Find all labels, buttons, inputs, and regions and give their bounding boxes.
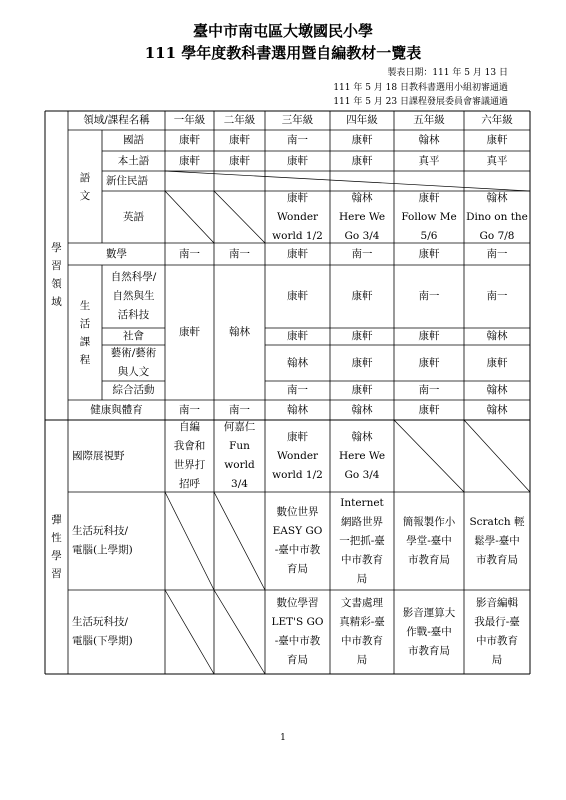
page-number: 1 xyxy=(280,733,286,743)
row-tech2-g5-text: 影音運算大 作戰-臺中 市教育局 xyxy=(402,606,456,657)
row-mandarin-g1-text: 康軒 xyxy=(179,134,200,146)
row-integrated-g4 xyxy=(330,381,394,400)
row-intl-name-text: 國際展視野 xyxy=(72,449,125,462)
row-life-g2-text: 翰林 xyxy=(229,326,250,338)
header-g6 xyxy=(464,111,530,130)
empty-cell-slash xyxy=(464,420,530,492)
row-arts-g6-text: 康軒 xyxy=(486,356,508,369)
header-g4-text: 四年級 xyxy=(346,114,378,126)
row-native-g3 xyxy=(265,151,330,171)
row-social-name-text: 社會 xyxy=(123,330,144,342)
row-intl-g4 xyxy=(330,420,394,492)
row-english-g4 xyxy=(330,191,394,243)
empty-cell-slash xyxy=(165,191,214,243)
header-g5-text: 五年級 xyxy=(413,114,445,126)
row-mandarin-g4-text: 康軒 xyxy=(351,134,373,146)
row-science-g5-text: 南一 xyxy=(418,290,440,302)
row-health-g3 xyxy=(265,400,330,420)
row-tech1-g3-text: 數位世界 EASY GO -臺中市教 育局 xyxy=(272,506,323,575)
empty-cell-slash xyxy=(165,590,214,674)
row-mandarin-g5-text: 翰林 xyxy=(418,134,440,146)
row-intl-g1 xyxy=(165,420,214,492)
row-english-g5 xyxy=(394,191,464,243)
row-arts-name-text: 藝術/藝術 與人文 xyxy=(110,347,157,378)
row-arts-g6 xyxy=(464,345,530,381)
empty-cell-slash xyxy=(214,590,265,674)
row-health-g4 xyxy=(330,400,394,420)
row-tech1-name xyxy=(68,492,165,590)
section-flexible-text: 彈 性 學 習 xyxy=(51,514,62,580)
row-integrated-name-text: 綜合活動 xyxy=(112,384,155,396)
row-math-g5 xyxy=(394,243,464,265)
row-native-g3-text: 康軒 xyxy=(287,154,308,167)
empty-cell-slash xyxy=(214,191,265,243)
row-intl-g3 xyxy=(265,420,330,492)
row-science-g4-text: 康軒 xyxy=(351,290,373,302)
row-english-g4-text: 翰林 Here We Go 3/4 xyxy=(338,191,386,242)
row-tech1-g5-text: 簡報製作小 學堂-臺中 市教育局 xyxy=(402,515,456,566)
row-tech2-g3 xyxy=(265,590,330,674)
row-mandarin-g2 xyxy=(214,130,265,151)
meta-review-2: 111 年 5 月 23 日課程發展委員會審議通過 xyxy=(333,97,508,107)
row-tech1-g6 xyxy=(464,492,530,590)
row-native-g2-text: 康軒 xyxy=(229,154,250,167)
header-field xyxy=(68,111,165,130)
header-g2 xyxy=(214,111,265,130)
group-language-text: 語 文 xyxy=(79,171,91,202)
row-intl-g1-text: 自編 我會和 世界打 招呼 xyxy=(173,421,206,490)
row-social-g4-text: 康軒 xyxy=(351,330,373,342)
header-field-text: 領域/課程名稱 xyxy=(83,114,150,126)
row-english-name xyxy=(102,191,165,243)
row-social-g6 xyxy=(464,328,530,345)
row-mandarin-g6 xyxy=(464,130,530,151)
row-mandarin-g4 xyxy=(330,130,394,151)
row-arts-name xyxy=(102,345,165,381)
row-tech2-name-text: 生活玩科技/ 電腦(下學期) xyxy=(72,616,133,647)
row-science-g3 xyxy=(265,265,330,328)
row-intl-g4-text: 翰林 Here We Go 3/4 xyxy=(338,430,386,481)
row-native-g1 xyxy=(165,151,214,171)
row-integrated-g6 xyxy=(464,381,530,400)
empty-cell-slash xyxy=(214,492,265,590)
row-english-g5-text: 康軒 Follow Me 5/6 xyxy=(401,191,457,242)
row-social-g3 xyxy=(265,328,330,345)
row-health-g1 xyxy=(165,400,214,420)
row-health-name xyxy=(68,400,165,420)
row-science-name xyxy=(102,265,165,328)
row-social-g5-text: 康軒 xyxy=(418,330,440,342)
row-health-g6 xyxy=(464,400,530,420)
header-g1 xyxy=(165,111,214,130)
row-math-g5-text: 康軒 xyxy=(418,247,440,260)
row-english-g6 xyxy=(464,191,530,243)
row-science-g5 xyxy=(394,265,464,328)
section-flexible xyxy=(45,420,68,674)
row-mandarin-g1 xyxy=(165,130,214,151)
row-math-g4 xyxy=(330,243,394,265)
header-g6-text: 六年級 xyxy=(481,114,513,126)
row-mandarin-g5 xyxy=(394,130,464,151)
row-integrated-g5-text: 南一 xyxy=(418,384,440,396)
row-native-g2 xyxy=(214,151,265,171)
header-g1-text: 一年級 xyxy=(173,114,206,126)
row-math-g6-text: 南一 xyxy=(486,247,508,260)
row-tech2-g5 xyxy=(394,590,464,674)
header-g3-text: 三年級 xyxy=(281,114,314,126)
row-math-g6 xyxy=(464,243,530,265)
row-social-g6-text: 翰林 xyxy=(486,330,508,342)
group-life-text: 生 活 課 程 xyxy=(79,299,91,366)
row-arts-g5 xyxy=(394,345,464,381)
row-newres-name-text: 新住民語 xyxy=(106,174,148,187)
row-tech1-g4-text: Internet 網路世界 一把抓-臺 中市教育 局 xyxy=(339,496,385,585)
row-health-name-text: 健康與體育 xyxy=(90,403,143,416)
row-math-g4-text: 南一 xyxy=(351,247,373,260)
section-learning xyxy=(45,130,68,420)
row-english-g6-text: 翰林 Dino on the Go 7/8 xyxy=(466,191,528,242)
row-tech1-name-text: 生活玩科技/ 電腦(上學期) xyxy=(72,525,133,556)
row-native-g5 xyxy=(394,151,464,171)
row-tech1-g3 xyxy=(265,492,330,590)
row-native-name-text: 本土語 xyxy=(117,154,150,167)
meta-date: 製表日期：111 年 5 月 13 日 xyxy=(387,68,508,78)
row-math-g1 xyxy=(165,243,214,265)
row-integrated-name xyxy=(102,381,165,400)
row-arts-g4 xyxy=(330,345,394,381)
row-tech2-g6 xyxy=(464,590,530,674)
empty-cell-slash xyxy=(165,492,214,590)
row-science-g6-text: 南一 xyxy=(486,290,508,302)
header-g2-text: 二年級 xyxy=(223,114,256,126)
meta-review-1: 111 年 5 月 18 日教科書選用小組初審通過 xyxy=(333,83,508,93)
header-g3 xyxy=(265,111,330,130)
row-intl-g2-text: 何嘉仁 Fun world 3/4 xyxy=(223,421,256,490)
row-integrated-g3 xyxy=(265,381,330,400)
row-arts-g5-text: 康軒 xyxy=(418,356,440,369)
row-mandarin-g3 xyxy=(265,130,330,151)
row-math-g2 xyxy=(214,243,265,265)
row-health-g3-text: 翰林 xyxy=(287,403,308,416)
row-science-g3-text: 康軒 xyxy=(287,290,308,302)
row-native-name xyxy=(102,151,165,171)
header-g4 xyxy=(330,111,394,130)
row-tech2-g4-text: 文書處理 真精彩-臺 中市教育 局 xyxy=(339,597,385,666)
row-arts-g4-text: 康軒 xyxy=(351,356,373,369)
row-social-g4 xyxy=(330,328,394,345)
row-tech1-g4 xyxy=(330,492,394,590)
row-intl-g2 xyxy=(214,420,265,492)
row-health-g5 xyxy=(394,400,464,420)
row-health-g5-text: 康軒 xyxy=(418,403,440,416)
section-learning-text: 學 習 領 域 xyxy=(51,242,62,308)
row-science-g4 xyxy=(330,265,394,328)
row-social-g5 xyxy=(394,328,464,345)
row-arts-g3 xyxy=(265,345,330,381)
group-life xyxy=(68,265,102,400)
row-native-g6 xyxy=(464,151,530,171)
row-integrated-g5 xyxy=(394,381,464,400)
empty-cell-slash xyxy=(394,420,464,492)
row-math-g2-text: 南一 xyxy=(229,247,250,260)
header-g5 xyxy=(394,111,464,130)
row-life-g2 xyxy=(214,265,265,400)
row-life-g1 xyxy=(165,265,214,400)
row-math-name-text: 數學 xyxy=(106,247,127,260)
row-native-g6-text: 真平 xyxy=(486,154,508,167)
row-native-g4-text: 康軒 xyxy=(351,154,373,167)
row-social-g3-text: 康軒 xyxy=(287,330,308,342)
row-math-g3-text: 康軒 xyxy=(287,247,308,260)
row-integrated-g3-text: 南一 xyxy=(287,384,308,396)
row-native-g4 xyxy=(330,151,394,171)
row-mandarin-g6-text: 康軒 xyxy=(486,134,508,146)
group-language xyxy=(68,130,102,243)
row-integrated-g6-text: 翰林 xyxy=(486,384,508,396)
page-title: 臺中市南屯區大墩國民小學 xyxy=(192,22,373,40)
row-math-name xyxy=(68,243,165,265)
row-science-name-text: 自然科學/ 自然與生 活科技 xyxy=(110,271,157,321)
row-tech1-g5 xyxy=(394,492,464,590)
row-social-name xyxy=(102,328,165,345)
row-life-g1-text: 康軒 xyxy=(179,326,200,338)
row-health-g1-text: 南一 xyxy=(179,403,200,416)
row-mandarin-g3-text: 南一 xyxy=(287,134,308,146)
row-science-g6 xyxy=(464,265,530,328)
row-mandarin-name xyxy=(102,130,165,151)
row-mandarin-g2-text: 康軒 xyxy=(229,134,250,146)
row-tech2-g4 xyxy=(330,590,394,674)
row-integrated-g4-text: 康軒 xyxy=(351,384,373,396)
row-health-g6-text: 翰林 xyxy=(486,403,508,416)
row-math-g3 xyxy=(265,243,330,265)
row-native-g5-text: 真平 xyxy=(418,154,440,167)
row-native-g1-text: 康軒 xyxy=(179,154,200,167)
row-newres-name xyxy=(102,171,165,191)
row-math-g1-text: 南一 xyxy=(179,247,200,260)
row-tech2-name xyxy=(68,590,165,674)
row-health-g2 xyxy=(214,400,265,420)
row-english-g3-text: 康軒 Wonder world 1/2 xyxy=(272,191,323,242)
page-subtitle: 111 學年度教科書選用暨自編教材一覽表 xyxy=(144,44,422,62)
row-english-g3 xyxy=(265,191,330,243)
row-health-g2-text: 南一 xyxy=(229,403,250,416)
row-mandarin-name-text: 國語 xyxy=(123,134,144,146)
row-arts-g3-text: 翰林 xyxy=(287,356,308,369)
row-english-name-text: 英語 xyxy=(123,210,144,223)
row-tech2-g6-text: 影音編輯 我最行-臺 中市教育 局 xyxy=(474,597,520,666)
row-health-g4-text: 翰林 xyxy=(351,403,373,416)
row-intl-g3-text: 康軒 Wonder world 1/2 xyxy=(272,430,323,481)
row-tech2-g3-text: 數位學習 LET'S GO -臺中市教 育局 xyxy=(271,597,324,666)
row-tech1-g6-text: Scratch 輕 鬆學-臺中 市教育局 xyxy=(469,515,525,566)
row-intl-name xyxy=(68,420,165,492)
